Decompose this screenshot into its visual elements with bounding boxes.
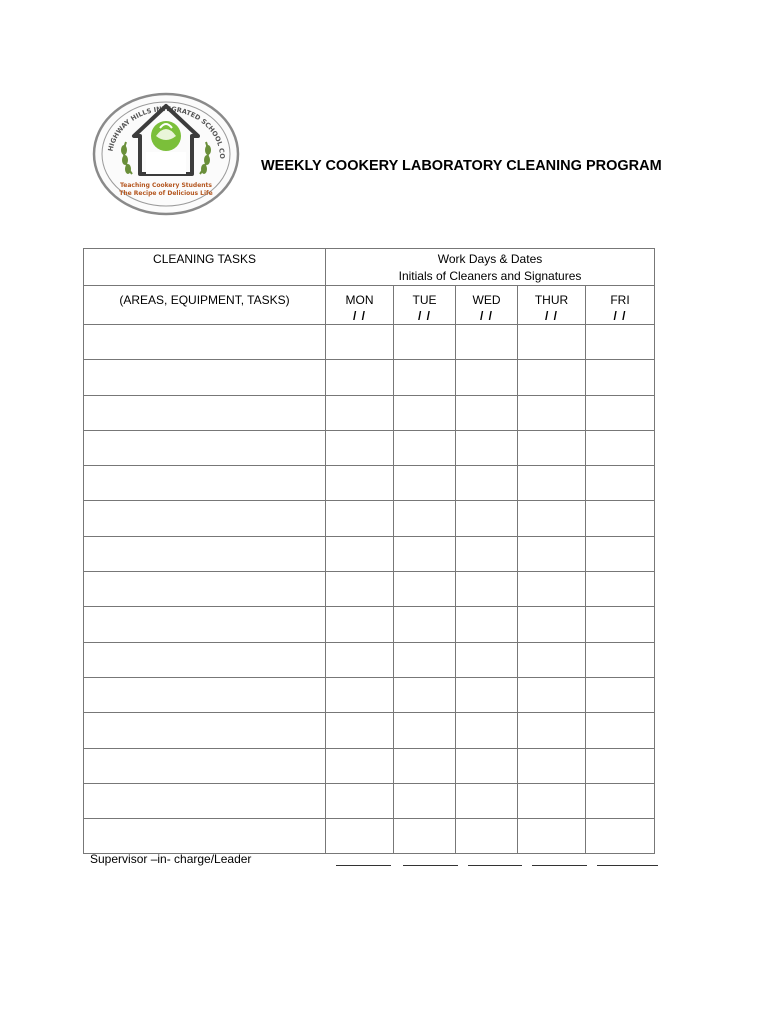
table-row bbox=[84, 360, 655, 395]
fri-cell[interactable] bbox=[586, 677, 655, 712]
wed-cell[interactable] bbox=[456, 819, 518, 854]
supervisor-label: Supervisor –in- charge/Leader bbox=[90, 852, 252, 866]
signature-line-mon bbox=[336, 865, 391, 866]
areas-equipment-tasks-header: (AREAS, EQUIPMENT, TASKS) bbox=[84, 286, 326, 325]
mon-cell[interactable] bbox=[326, 430, 394, 465]
task-cell[interactable] bbox=[84, 325, 326, 360]
tue-cell[interactable] bbox=[394, 395, 456, 430]
cleaning-tasks-header: CLEANING TASKS bbox=[84, 249, 326, 286]
svg-text:Teaching Cookery Students: Teaching Cookery Students bbox=[120, 182, 212, 189]
mon-cell[interactable] bbox=[326, 501, 394, 536]
tue-cell[interactable] bbox=[394, 713, 456, 748]
tue-cell[interactable] bbox=[394, 783, 456, 818]
cookery-class-seal-icon bbox=[90, 92, 242, 216]
fri-cell[interactable] bbox=[586, 536, 655, 571]
mon-cell[interactable] bbox=[326, 713, 394, 748]
school-logo bbox=[90, 92, 242, 216]
date-field: / / bbox=[479, 309, 493, 323]
wed-cell[interactable] bbox=[456, 395, 518, 430]
wed-cell[interactable] bbox=[456, 642, 518, 677]
fri-cell[interactable] bbox=[586, 501, 655, 536]
fri-cell[interactable] bbox=[586, 819, 655, 854]
tue-cell[interactable] bbox=[394, 572, 456, 607]
thur-cell[interactable] bbox=[518, 713, 586, 748]
tue-cell[interactable] bbox=[394, 642, 456, 677]
thur-cell[interactable] bbox=[518, 783, 586, 818]
mon-cell[interactable] bbox=[326, 642, 394, 677]
tue-cell[interactable] bbox=[394, 466, 456, 501]
mon-cell[interactable] bbox=[326, 536, 394, 571]
thur-cell[interactable] bbox=[518, 642, 586, 677]
tue-cell[interactable] bbox=[394, 748, 456, 783]
fri-cell[interactable] bbox=[586, 572, 655, 607]
wed-cell[interactable] bbox=[456, 572, 518, 607]
thur-cell[interactable] bbox=[518, 748, 586, 783]
table-row bbox=[84, 536, 655, 571]
signature-line-fri bbox=[597, 865, 658, 866]
wed-cell[interactable] bbox=[456, 607, 518, 642]
table-row bbox=[84, 642, 655, 677]
wed-cell[interactable] bbox=[456, 325, 518, 360]
task-cell[interactable] bbox=[84, 360, 326, 395]
tue-cell[interactable] bbox=[394, 677, 456, 712]
fri-cell[interactable] bbox=[586, 395, 655, 430]
fri-cell[interactable] bbox=[586, 748, 655, 783]
work-days-header bbox=[326, 249, 655, 286]
task-cell[interactable] bbox=[84, 748, 326, 783]
wed-cell[interactable] bbox=[456, 677, 518, 712]
day-header-wed: WED / / bbox=[456, 286, 518, 325]
table-row bbox=[84, 783, 655, 818]
table-row bbox=[84, 466, 655, 501]
date-field: / / bbox=[352, 309, 366, 323]
task-cell[interactable] bbox=[84, 572, 326, 607]
wed-cell[interactable] bbox=[456, 783, 518, 818]
document-title: WEEKLY COOKERY LABORATORY CLEANING PROGRAM bbox=[261, 158, 662, 174]
fri-cell[interactable] bbox=[586, 783, 655, 818]
date-field: / / bbox=[417, 309, 431, 323]
fri-cell[interactable] bbox=[586, 430, 655, 465]
wed-cell[interactable] bbox=[456, 360, 518, 395]
task-cell[interactable] bbox=[84, 713, 326, 748]
mon-cell[interactable] bbox=[326, 360, 394, 395]
task-cell[interactable] bbox=[84, 395, 326, 430]
thur-cell[interactable] bbox=[518, 607, 586, 642]
tue-cell[interactable] bbox=[394, 430, 456, 465]
table-header-row-1 bbox=[84, 249, 655, 286]
initials-signatures-label: Initials of Cleaners and Signatures bbox=[398, 269, 582, 283]
thur-cell[interactable] bbox=[518, 466, 586, 501]
mon-cell[interactable] bbox=[326, 607, 394, 642]
fri-cell[interactable] bbox=[586, 360, 655, 395]
thur-cell[interactable] bbox=[518, 395, 586, 430]
table-row bbox=[84, 325, 655, 360]
thur-cell[interactable] bbox=[518, 572, 586, 607]
fri-cell[interactable] bbox=[586, 325, 655, 360]
tue-cell[interactable] bbox=[394, 325, 456, 360]
wed-cell[interactable] bbox=[456, 466, 518, 501]
table-row bbox=[84, 572, 655, 607]
table-header-row-2 bbox=[84, 286, 655, 325]
thur-cell[interactable] bbox=[518, 677, 586, 712]
tue-cell[interactable] bbox=[394, 360, 456, 395]
fri-cell[interactable] bbox=[586, 466, 655, 501]
wed-cell[interactable] bbox=[456, 748, 518, 783]
task-cell[interactable] bbox=[84, 536, 326, 571]
thur-cell[interactable] bbox=[518, 325, 586, 360]
table-row bbox=[84, 819, 655, 854]
fri-cell[interactable] bbox=[586, 713, 655, 748]
table-row bbox=[84, 395, 655, 430]
work-days-dates-label: Work Days & Dates bbox=[437, 252, 543, 266]
wed-cell[interactable] bbox=[456, 536, 518, 571]
tue-cell[interactable] bbox=[394, 536, 456, 571]
date-field: / / bbox=[544, 309, 558, 323]
task-cell[interactable] bbox=[84, 607, 326, 642]
fri-cell[interactable] bbox=[586, 607, 655, 642]
tue-cell[interactable] bbox=[394, 607, 456, 642]
table-row bbox=[84, 501, 655, 536]
wed-cell[interactable] bbox=[456, 713, 518, 748]
task-cell[interactable] bbox=[84, 466, 326, 501]
tue-cell[interactable] bbox=[394, 819, 456, 854]
mon-cell[interactable] bbox=[326, 466, 394, 501]
signature-line-tue bbox=[403, 865, 458, 866]
signature-line-thur bbox=[532, 865, 587, 866]
table-row bbox=[84, 607, 655, 642]
mon-cell[interactable] bbox=[326, 395, 394, 430]
svg-text:HIGHWAY HILLS INTEGRATED SCHOO: HIGHWAY HILLS INTEGRATED SCHOOL CO bbox=[106, 104, 227, 160]
mon-cell[interactable] bbox=[326, 783, 394, 818]
table-row bbox=[84, 748, 655, 783]
task-cell[interactable] bbox=[84, 501, 326, 536]
table-row bbox=[84, 677, 655, 712]
mon-cell[interactable] bbox=[326, 819, 394, 854]
mon-cell[interactable] bbox=[326, 572, 394, 607]
day-header-thur: THUR / / bbox=[518, 286, 586, 325]
date-field: / / bbox=[613, 309, 627, 323]
table-row bbox=[84, 713, 655, 748]
wed-cell[interactable] bbox=[456, 430, 518, 465]
task-cell[interactable] bbox=[84, 430, 326, 465]
thur-cell[interactable] bbox=[518, 501, 586, 536]
fri-cell[interactable] bbox=[586, 642, 655, 677]
tue-cell[interactable] bbox=[394, 501, 456, 536]
table-row bbox=[84, 430, 655, 465]
task-cell[interactable] bbox=[84, 783, 326, 818]
wed-cell[interactable] bbox=[456, 501, 518, 536]
mon-cell[interactable] bbox=[326, 677, 394, 712]
task-cell[interactable] bbox=[84, 819, 326, 854]
task-cell[interactable] bbox=[84, 677, 326, 712]
cleaning-schedule-table bbox=[83, 248, 655, 854]
day-header-mon: MON / / bbox=[326, 286, 394, 325]
svg-text:The Recipe of Delicious Life: The Recipe of Delicious Life bbox=[119, 190, 213, 197]
day-header-fri: FRI / / bbox=[586, 286, 655, 325]
mon-cell[interactable] bbox=[326, 325, 394, 360]
thur-cell[interactable] bbox=[518, 536, 586, 571]
mon-cell[interactable] bbox=[326, 748, 394, 783]
thur-cell[interactable] bbox=[518, 430, 586, 465]
thur-cell[interactable] bbox=[518, 819, 586, 854]
task-cell[interactable] bbox=[84, 642, 326, 677]
thur-cell[interactable] bbox=[518, 360, 586, 395]
signature-line-wed bbox=[468, 865, 522, 866]
day-header-tue: TUE / / bbox=[394, 286, 456, 325]
